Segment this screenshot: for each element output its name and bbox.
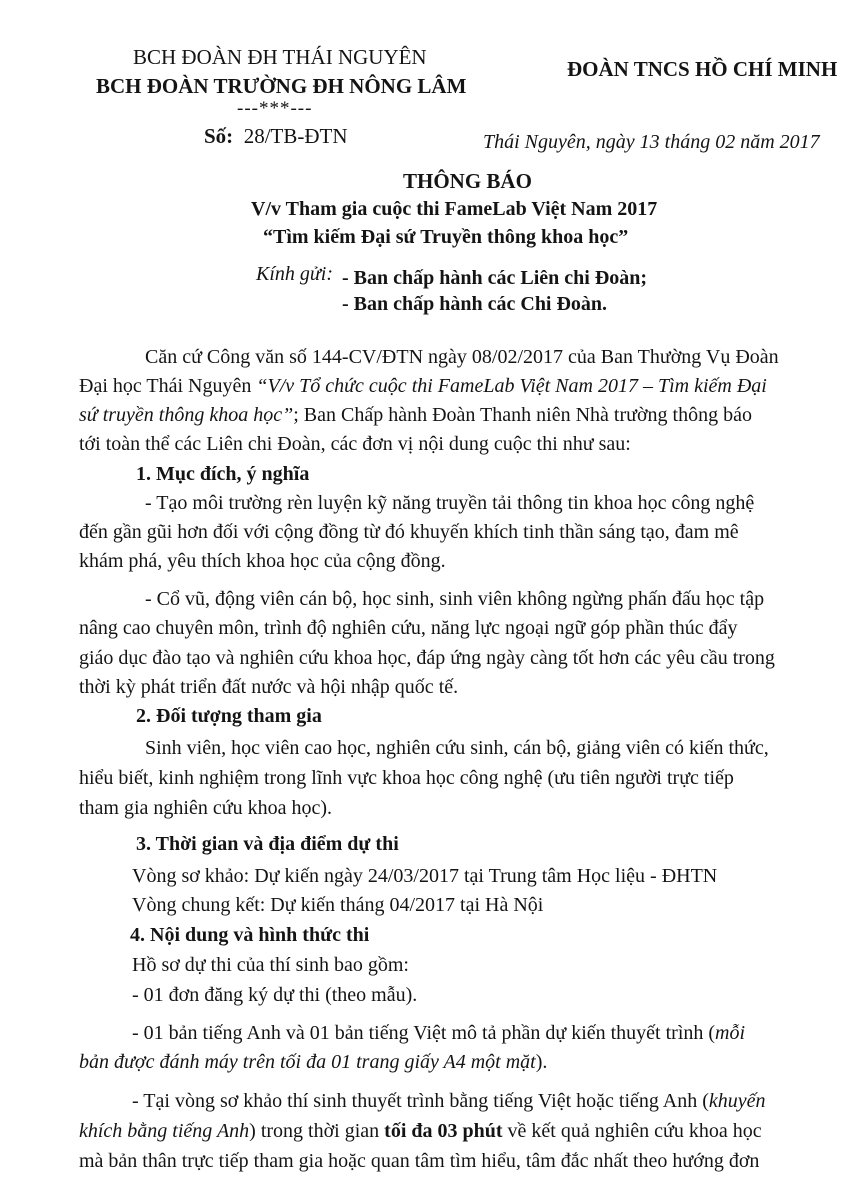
paragraph-line: - 01 bản tiếng Anh và 01 bản tiếng Việt mô tả phần dự kiến thuyết trình (mỗi — [132, 1022, 746, 1044]
parent-org-name: BCH ĐOÀN ĐH THÁI NGUYÊN — [133, 45, 427, 69]
document-number-value: 28/TB-ĐTN — [243, 124, 348, 148]
document-subject: V/v Tham gia cuộc thi FameLab Việt Nam 2017 — [251, 198, 658, 220]
paragraph-line: khám phá, yêu thích khoa học của cộng đồng. — [79, 550, 446, 572]
paragraph-line: Vòng sơ khảo: Dự kiến ngày 24/03/2017 tại Trung tâm Học liệu - ĐHTN — [132, 865, 718, 887]
paragraph-line: bản được đánh máy trên tối đa 01 trang giấy A4 một mặt). — [79, 1051, 548, 1073]
intro-line: Đại học Thái Nguyên “V/v Tổ chức cuộc thi FameLab Việt Nam 2017 – Tìm kiếm Đại — [79, 375, 767, 397]
paragraph-line: tham gia nghiên cứu khoa học). — [79, 797, 332, 819]
paragraph-line: hiểu biết, kinh nghiệm trong lĩnh vực khoa học công nghệ (ưu tiên người trực tiếp — [79, 767, 734, 789]
place-date: Thái Nguyên, ngày 13 tháng 02 năm 2017 — [483, 131, 820, 153]
paragraph-line: giáo dục đào tạo và nghiên cứu khoa học, đáp ứng ngày càng tốt hơn các yêu cầu trong — [79, 647, 775, 669]
paragraph-line: khích bằng tiếng Anh) trong thời gian tối đa 03 phút về kết quả nghiên cứu khoa học — [79, 1120, 762, 1142]
section-heading: 4. Nội dung và hình thức thi — [130, 924, 370, 946]
section-heading: 1. Mục đích, ý nghĩa — [136, 463, 310, 485]
paragraph-line: đến gần gũi hơn đối với cộng đồng từ đó khuyến khích tinh thần sáng tạo, đam mê — [79, 521, 739, 543]
recipients-label: Kính gửi: — [256, 263, 334, 285]
recipient-item: - Ban chấp hành các Liên chi Đoàn; — [342, 267, 648, 289]
paragraph-line: Sinh viên, học viên cao học, nghiên cứu sinh, cán bộ, giảng viên có kiến thức, — [145, 737, 769, 759]
unit-org-name: BCH ĐOÀN TRƯỜNG ĐH NÔNG LÂM — [96, 74, 467, 98]
paragraph-line: - 01 đơn đăng ký dự thi (theo mẫu). — [132, 984, 418, 1006]
intro-line: tới toàn thể các Liên chi Đoàn, các đơn vị nội dung cuộc thi như sau: — [79, 433, 631, 455]
header-separator: ---***--- — [237, 98, 313, 119]
paragraph-line: nâng cao chuyên môn, trình độ nghiên cứu, năng lực ngoại ngữ góp phần thúc đẩy — [79, 617, 738, 639]
paragraph-line: Vòng chung kết: Dự kiến tháng 04/2017 tại Hà Nội — [132, 894, 544, 916]
paragraph-line: - Cổ vũ, động viên cán bộ, học sinh, sinh viên không ngừng phấn đấu học tập — [145, 588, 765, 610]
document-heading: THÔNG BÁO — [403, 169, 532, 193]
paragraph-line: - Tại vòng sơ khảo thí sinh thuyết trình bằng tiếng Việt hoặc tiếng Anh (khuyến — [132, 1090, 766, 1112]
union-name: ĐOÀN TNCS HỒ CHÍ MINH — [567, 57, 838, 81]
intro-line: sứ truyền thông khoa học”; Ban Chấp hành Đoàn Thanh niên Nhà trường thông báo — [79, 404, 752, 426]
paragraph-line: - Tạo môi trường rèn luyện kỹ năng truyền tải thông tin khoa học công nghệ — [145, 492, 755, 514]
paragraph-line: mà bản thân trực tiếp tham gia hoặc quan tâm tìm hiểu, tâm đắc nhất theo hướng đơn — [79, 1150, 760, 1172]
document-number-label: Số: — [204, 124, 234, 148]
paragraph-line: thời kỳ phát triển đất nước và hội nhập quốc tế. — [79, 676, 459, 698]
recipient-item: - Ban chấp hành các Chi Đoàn. — [342, 293, 608, 315]
intro-line: Căn cứ Công văn số 144-CV/ĐTN ngày 08/02/2017 của Ban Thường Vụ Đoàn — [145, 346, 779, 368]
document-number — [204, 124, 348, 149]
document-tagline: “Tìm kiếm Đại sứ Truyền thông khoa học” — [263, 226, 629, 248]
section-heading: 2. Đối tượng tham gia — [136, 705, 322, 727]
section-heading: 3. Thời gian và địa điểm dự thi — [136, 833, 399, 855]
paragraph-line: Hồ sơ dự thi của thí sinh bao gồm: — [132, 954, 409, 976]
